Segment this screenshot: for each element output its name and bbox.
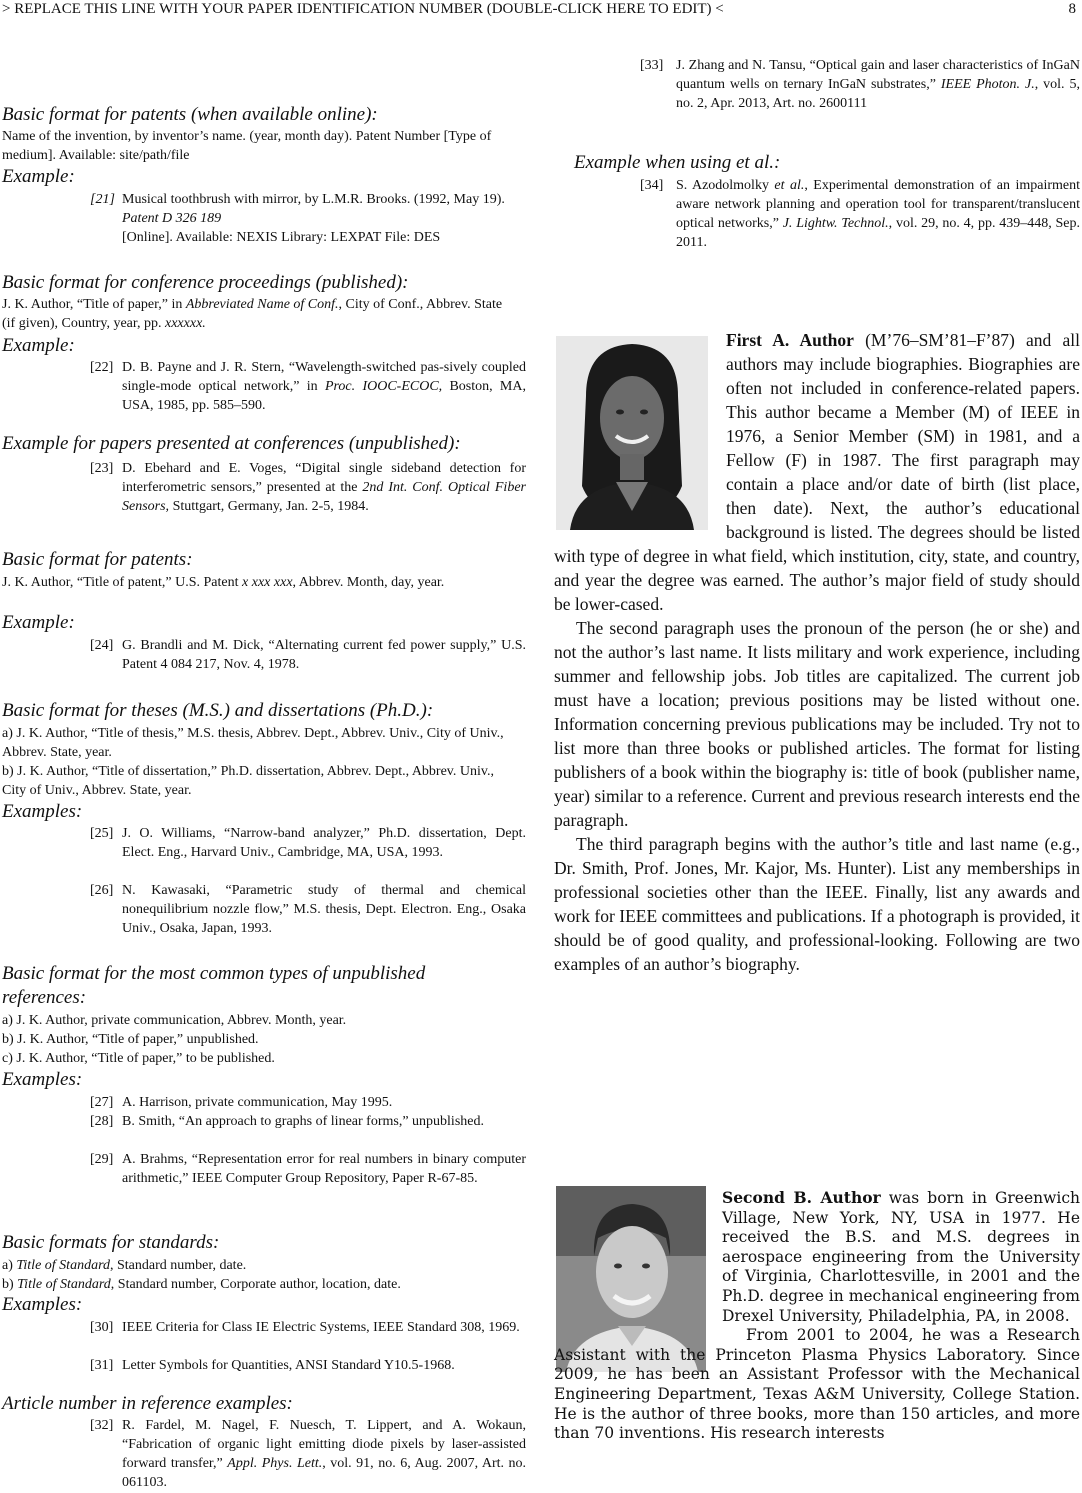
patents-heading: Basic format for patents: bbox=[2, 549, 193, 570]
patents-online-format: Name of the invention, by inventor’s name. (year, month day). Patent Number [Type of medium]. Available: site/path/file bbox=[2, 129, 492, 163]
theses-heading: Basic format for theses (M.S.) and dissertations (Ph.D.): bbox=[2, 700, 434, 721]
author-bio-2: Second B. Author was born in Greenwich Village, New York, NY, USA in 1977. He received the B.S. and M.S. degrees in aerospace engineering from the University of Virginia, Charlottesville, in 2001 and the Ph.D. degree in mechanical engineering from Drexel University, Philadelphia, PA, in 2008. From 2001 to 2004, he was a Research Assistant with the Princeton Plasma Physics Laboratory. Since 2009, he has been an Assistant Professor with the Mechanical Engineering Department, Texas A&M University, College Station. He is the author of three books, more than 150 articles, and more than 70 inventions. His research interests bbox=[554, 1188, 1080, 1443]
example-label: Example: bbox=[2, 166, 75, 187]
examples-label: Examples: bbox=[2, 1069, 83, 1090]
conf-published-heading: Basic format for conference proceedings (published): bbox=[2, 272, 409, 293]
reference-23: [23] D. Ebehard and E. Voges, “Digital single sideband detection for interferometric sensors,” presented at the 2nd Int. Conf. Optical Fiber Sensors, Stuttgart, Germany, Jan. 2-5, 1984. bbox=[90, 461, 526, 514]
patents-format: J. K. Author, “Title of patent,” U.S. Patent x xxx xxx, Abbrev. Month, day, year. bbox=[2, 575, 445, 590]
article-number-heading: Article number in reference examples: bbox=[2, 1393, 293, 1414]
unpublished-format-b: b) J. K. Author, “Title of paper,” unpublished. bbox=[2, 1032, 259, 1047]
standards-heading: Basic formats for standards: bbox=[2, 1232, 220, 1253]
etal-heading: Example when using et al.: bbox=[574, 152, 781, 173]
reference-22: [22] D. B. Payne and J. R. Stern, “Wavelength-switched pas-sively coupled single-mode optical network,” in Proc. IOOC-ECOC, Boston, MA, USA, 1985, pp. 585–590. bbox=[90, 360, 526, 413]
ref-number: [21] bbox=[90, 192, 115, 207]
unpublished-format-a: a) J. K. Author, private communication, Abbrev. Month, year. bbox=[2, 1013, 347, 1028]
reference-21: [21] Musical toothbrush with mirror, by L.M.R. Brooks. (1992, May 19). Patent D 326 189 [Online]. Available: NEXIS Library: LEXPAT File: DES bbox=[90, 192, 505, 245]
conf-published-format: J. K. Author, “Title of paper,” in Abbreviated Name of Conf., City of Conf., Abbrev. State (if given), Country, year, pp. xxxxxx. bbox=[2, 297, 503, 331]
bio-2-name: Second B. Author bbox=[722, 1188, 881, 1207]
unpublished-heading-1: Basic format for the most common types of unpublished bbox=[2, 963, 426, 984]
page-number: 8 bbox=[1068, 1, 1076, 17]
reference-28: [28] B. Smith, “An approach to graphs of linear forms,” unpublished. bbox=[90, 1114, 484, 1129]
bio-1-name: First A. Author bbox=[726, 330, 854, 350]
running-header bbox=[0, 0, 1082, 22]
conf-unpublished-heading: Example for papers presented at conferences (unpublished): bbox=[2, 433, 461, 454]
reference-24: [24] G. Brandli and M. Dick, “Alternating current fed power supply,” U.S. Patent 4 084 217, Nov. 4, 1978. bbox=[90, 638, 526, 672]
header-title: > REPLACE THIS LINE WITH YOUR PAPER IDENTIFICATION NUMBER (DOUBLE-CLICK HERE TO EDIT) < bbox=[2, 1, 724, 17]
examples-label: Examples: bbox=[2, 1294, 83, 1315]
example-label: Example: bbox=[2, 612, 75, 633]
theses-format-b: b) J. K. Author, “Title of dissertation,” Ph.D. dissertation, Abbrev. Dept., Abbrev. Univ., City of Univ., Abbrev. State, year. bbox=[2, 764, 494, 798]
examples-label: Examples: bbox=[2, 801, 83, 822]
theses-format-a: a) J. K. Author, “Title of thesis,” M.S. thesis, Abbrev. Dept., Abbrev. Univ., City of Univ., Abbrev. State, year. bbox=[2, 726, 504, 760]
unpublished-format-c: c) J. K. Author, “Title of paper,” to be published. bbox=[2, 1051, 275, 1066]
standards-format-a: a) Title of Standard, Standard number, date. bbox=[2, 1258, 247, 1273]
reference-33: [33] J. Zhang and N. Tansu, “Optical gain and laser characteristics of InGaN quantum wells on ternary InGaN substrates,” IEEE Photon. J., vol. 5, no. 2, Apr. 2013, Art. no. 2600111 bbox=[640, 58, 1080, 111]
unpublished-heading-2: references: bbox=[2, 987, 87, 1008]
reference-32: [32] R. Fardel, M. Nagel, F. Nuesch, T. Lippert, and A. Wokaun, “Fabrication of organic light emitting diode pixels by laser-assisted forward transfer,” Appl. Phys. Lett., vol. 91, no. 6, Aug. 2007, Art. no. 061103. bbox=[90, 1418, 527, 1490]
reference-27: [27] A. Harrison, private communication, May 1995. bbox=[90, 1095, 393, 1110]
patents-online-heading: Basic format for patents (when available online): bbox=[2, 104, 378, 125]
reference-29: [29] A. Brahms, “Representation error for real numbers in binary computer arithmetic,” IEEE Computer Group Repository, Paper R-67-85. bbox=[90, 1152, 526, 1186]
author-bio-1: First A. Author (M’76–SM’81–F’87) and all authors may include biographies. Biographies are often not included in conference-related papers. This author became a Member (M) of IEEE in 1976, a Senior Member (SM) in 1981, and a Fellow (F) in 1987. The first paragraph may contain a place and/or date of birth (list place, then date). Next, the author’s educational background is listed. The degrees should be listed with type of degree in what field, which institution, city, state, and country, and year the degree was earned. The author’s major field of study should be lower-cased. The second paragraph uses the pronoun of the person (he or she) and not the author’s last name. It lists military and work experience, including summer and fellowship jobs. Job titles are capitalized. The current job must have a location; previous positions may be listed without one. Information concerning previous publications may be included. Try not to list more than three books or published articles. The format for listing publishers of a book within the biography is: title of book (publisher name, year) similar to a reference. Current and previous research interests end the paragraph. The third paragraph begins with the author’s title and last name (e.g., Dr. Smith, Prof. Jones, Mr. Kajor, Ms. Hunter). List any memberships in professional societies other than the IEEE. Finally, list any awards and work for IEEE committees and publications. If a photograph is provided, it should be of good quality, and professional-looking. Following are two examples of an author’s biography. bbox=[554, 330, 1080, 974]
reference-25: [25] J. O. Williams, “Narrow-band analyzer,” Ph.D. dissertation, Dept. Elect. Eng., Harvard Univ., Cambridge, MA, USA, 1993. bbox=[90, 826, 526, 860]
reference-30: [30] IEEE Criteria for Class IE Electric Systems, IEEE Standard 308, 1969. bbox=[90, 1320, 520, 1335]
reference-26: [26] N. Kawasaki, “Parametric study of thermal and chemical nonequilibrium nozzle flow,” M.S. thesis, Dept. Electron. Eng., Osaka Univ., Osaka, Japan, 1993. bbox=[90, 883, 526, 936]
example-label: Example: bbox=[2, 335, 75, 356]
standards-format-b: b) Title of Standard, Standard number, Corporate author, location, date. bbox=[2, 1277, 401, 1292]
reference-34: [34] S. Azodolmolky et al., Experimental demonstration of an impairment aware network planning and operation tool for transparent/translucent optical networks,” J. Lightw. Technol., vol. 29, no. 4, pp. 439–448, Sep. 2011. bbox=[640, 178, 1081, 250]
reference-31: [31] Letter Symbols for Quantities, ANSI Standard Y10.5-1968. bbox=[90, 1358, 455, 1373]
